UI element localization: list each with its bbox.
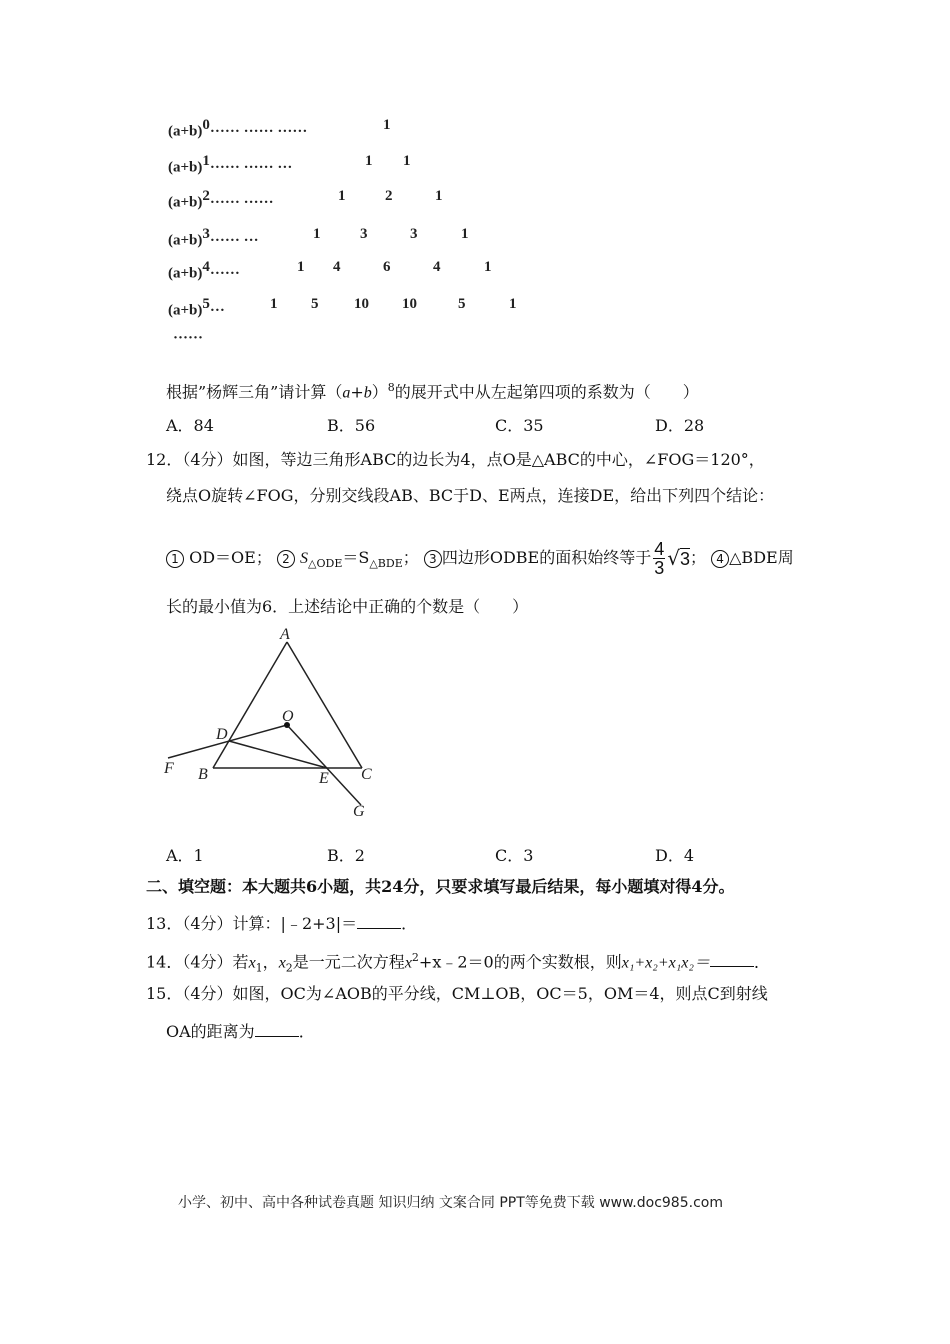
side-ac [287, 642, 362, 768]
coef: 1 [509, 296, 517, 312]
coef: 3 [360, 226, 368, 242]
circle-3: 3 [424, 550, 442, 568]
q12-option-c[interactable]: C．3 [495, 846, 534, 865]
coef: 1 [435, 188, 443, 204]
coef: 1 [297, 259, 305, 275]
answer-blank[interactable] [357, 914, 401, 929]
pascal-row-1: $(a+b)^1\cdot\cdot\cdot\cdot\cdot\cdot$ ······ ··· [168, 153, 293, 176]
pascal-row-0: $(a+b)^0\cdot\cdot\cdot\cdot\cdot\cdot$ ······ ······ [168, 117, 308, 140]
coef: 5 [311, 296, 319, 312]
pascal-row-3: $(a+b)^3\cdot\cdot\cdot\cdot\cdot\cdot$ ··· [168, 226, 259, 249]
coef: 5 [458, 296, 466, 312]
fraction: $\frac{4}{3}$ [654, 539, 665, 578]
q11-option-a[interactable]: A．84 [166, 416, 214, 435]
question-number: 12． [146, 450, 183, 469]
q11-option-c[interactable]: C．35 [495, 416, 544, 435]
coef: 1 [461, 226, 469, 242]
pascal-row-5: $(a+b)^5\cdot\cdot\cdot$ [168, 296, 225, 319]
q12-conclusions: 1 OD＝OE； 2 $S_{\triangle ODE}=S_{\triangle BDE}$； 3 四边形ODBE的面积始终等于 $\frac{4}{3}$ √3； 4 △BDE周 [166, 538, 794, 584]
row-label: (a+b) [168, 123, 203, 140]
section-heading: 二、填空题：本大题共6小题，共24分，只要求填写最后结果，每小题填对得4分。 [146, 877, 735, 896]
coef: 3 [410, 226, 418, 242]
coef: 1 [270, 296, 278, 312]
q14: 14．（4分）若$x_1$，$x_2$是一元二次方程$x^2+x﹣2=0$的两个实数根，则x₁+x₂+x₁x₂＝ ． [146, 951, 770, 975]
answer-blank[interactable] [255, 1022, 299, 1037]
answer-blank[interactable] [710, 952, 754, 967]
label-c: C [361, 766, 372, 783]
q11-stem: 根据”杨辉三角”请计算$(a+b)^8$的展开式中从左起第四项的系数为（ ） [166, 381, 699, 402]
question-number: 13． [146, 914, 183, 933]
sqrt: √3 [667, 546, 691, 570]
coef: 1 [484, 259, 492, 275]
segment-de [229, 741, 327, 768]
label-b: B [198, 766, 208, 783]
pascal-ellipsis: ······ [173, 330, 204, 346]
pascal-row-4: $(a+b)^4\cdot\cdot\cdot\cdot\cdot\cdot$ [168, 259, 240, 282]
coef: 4 [333, 259, 341, 275]
coef: 10 [354, 296, 369, 312]
question-number: 14． [146, 952, 183, 972]
q12-line4: 长的最小值为6．上述结论中正确的个数是（ ） [166, 597, 529, 616]
coef: 1 [365, 153, 373, 169]
coef: 1 [338, 188, 346, 204]
q15-line1: 15．（4分）如图，OC为∠AOB的平分线，CM⊥OB，OC＝5，OM＝4，则点C到射线 [146, 984, 768, 1003]
coef: 1 [383, 117, 391, 133]
footer-text: 小学、初中、高中各种试卷真题 知识归纳 文案合同 PPT等免费下载 www.doc985.com [178, 1195, 723, 1211]
circle-1: 1 [166, 550, 184, 568]
q12-option-d[interactable]: D．4 [655, 846, 695, 865]
q12-option-b[interactable]: B．2 [327, 846, 365, 865]
label-d: D [216, 726, 228, 743]
label-g: G [353, 803, 365, 820]
label-a: A [280, 626, 290, 643]
coef: 1 [313, 226, 321, 242]
coef: 6 [383, 259, 391, 275]
q11-option-d[interactable]: D．28 [655, 416, 705, 435]
q13: 13．（4分）计算：|﹣2+3|＝ ． [146, 914, 418, 933]
question-number: 15． [146, 984, 183, 1003]
ray-og [287, 725, 361, 805]
q12-line2: 绕点O旋转∠FOG，分别交线段AB、BC于D、E两点，连接DE，给出下列四个结论： [166, 486, 775, 505]
coef: 1 [403, 153, 411, 169]
pascal-row-2: $(a+b)^2\cdot\cdot\cdot\cdot\cdot\cdot$ ······ [168, 188, 274, 211]
circle-4: 4 [711, 550, 729, 568]
coef: 2 [385, 188, 393, 204]
side-ab [213, 642, 287, 768]
circle-2: 2 [277, 550, 295, 568]
q12-line1: 12．（4分）如图，等边三角形ABC的边长为4，点O是△ABC的中心，∠FOG＝120°， [146, 450, 765, 469]
label-f: F [164, 760, 174, 777]
coef: 4 [433, 259, 441, 275]
triangle-figure [150, 622, 400, 822]
q12-option-a[interactable]: A．1 [166, 846, 204, 865]
label-e: E [319, 770, 329, 787]
label-o: O [282, 708, 294, 725]
coef: 10 [402, 296, 417, 312]
q15-line2: OA的距离为 ． [166, 1022, 315, 1041]
q11-option-b[interactable]: B．56 [327, 416, 376, 435]
